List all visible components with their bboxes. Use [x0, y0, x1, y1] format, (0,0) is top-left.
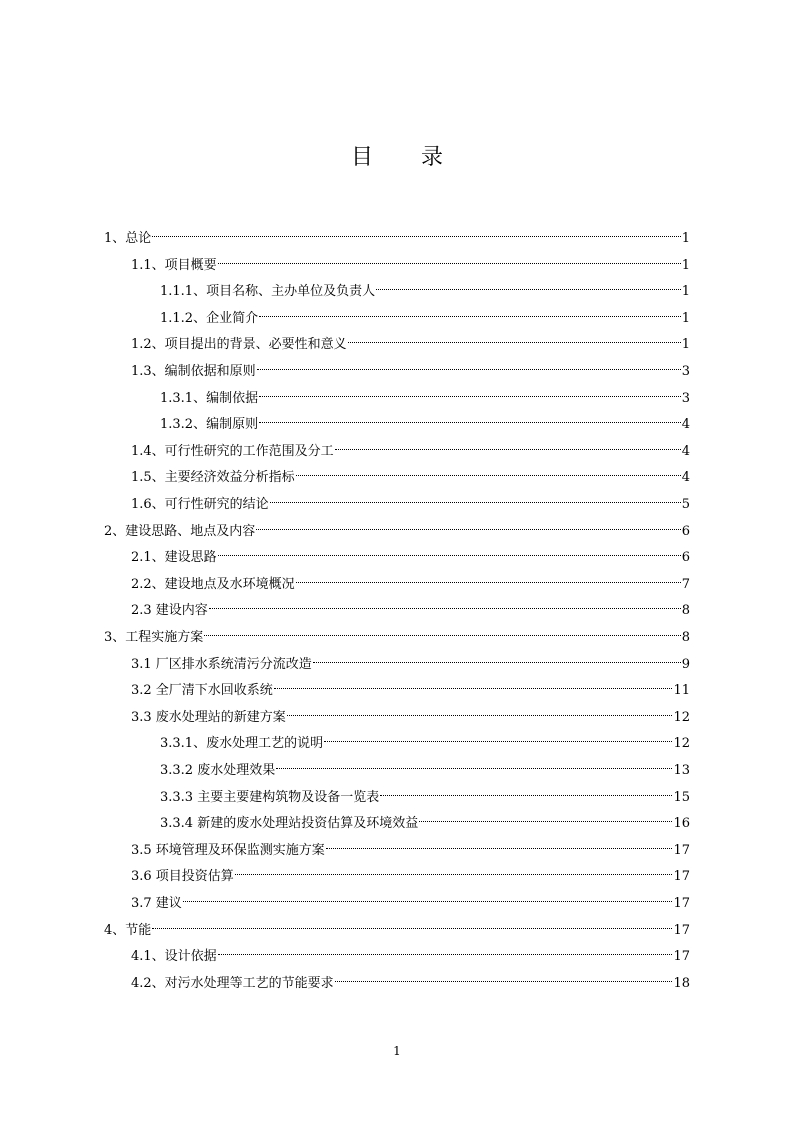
- toc-entry-page: 4: [681, 417, 690, 433]
- toc-title: [0, 140, 794, 171]
- toc-entry-label: 1.1.2、企业简介: [160, 310, 259, 326]
- toc-entry-label: 2、建设思路、地点及内容: [104, 523, 256, 539]
- toc-leader-dots: [380, 781, 672, 801]
- toc-entry[interactable]: [131, 940, 690, 965]
- toc-entry-page: 13: [673, 763, 690, 778]
- toc-entry-page: 11: [673, 683, 690, 699]
- toc-entry[interactable]: [131, 594, 690, 619]
- toc-entry-page: 6: [681, 523, 690, 539]
- toc-entry-page: 5: [681, 497, 690, 512]
- toc-entry-label: 1、总论: [104, 231, 152, 246]
- toc-entry[interactable]: [131, 674, 690, 699]
- toc-entry-page: 1: [681, 337, 690, 353]
- toc-entry[interactable]: [104, 515, 690, 539]
- toc-entry[interactable]: [131, 648, 690, 672]
- toc-entry[interactable]: [131, 568, 690, 592]
- toc-entry-page: 18: [673, 975, 690, 991]
- toc-leader-dots: [270, 488, 681, 508]
- toc-entry-label: 3.3.2 废水处理效果: [160, 763, 276, 778]
- toc-entry[interactable]: [104, 914, 690, 938]
- toc-entry-label: 3.2 全厂清下水回收系统: [131, 683, 273, 699]
- toc-entry-page: 17: [673, 896, 690, 911]
- toc-leader-dots: [274, 674, 673, 694]
- toc-entry[interactable]: [131, 435, 690, 459]
- toc-entry-page: 17: [673, 869, 690, 885]
- toc-entry-page: 12: [673, 709, 690, 725]
- toc-entry-label: 1.1.1、项目名称、主办单位及负责人: [160, 284, 376, 300]
- toc-leader-dots: [259, 302, 681, 322]
- toc-entry-label: 1.3.2、编制原则: [160, 417, 259, 433]
- toc-entry-page: 1: [681, 231, 690, 246]
- toc-entry-label: 3、工程实施方案: [104, 630, 204, 645]
- toc-entry-label: 1.6、可行性研究的结论: [131, 497, 269, 512]
- toc-entry[interactable]: [160, 754, 690, 778]
- toc-entry-page: 17: [673, 922, 690, 938]
- toc-entry-page: 16: [673, 816, 690, 832]
- toc-leader-dots: [204, 621, 680, 641]
- toc-entry[interactable]: [131, 887, 690, 911]
- toc-entry-label: 2.3 建设内容: [131, 603, 208, 619]
- toc-entry-label: 3.1 厂区排水系统清污分流改造: [131, 656, 312, 672]
- toc-entry-page: 17: [673, 949, 690, 965]
- toc-entry-page: 7: [681, 576, 690, 592]
- toc-entry-label: 4.2、对污水处理等工艺的节能要求: [131, 975, 334, 991]
- toc-entry-page: 1: [681, 310, 690, 326]
- toc-leader-dots: [218, 541, 681, 561]
- toc-leader-dots: [257, 355, 681, 375]
- toc-entry-page: 4: [681, 470, 690, 486]
- toc-entry-label: 1.2、项目提出的背景、必要性和意义: [131, 337, 347, 353]
- toc-entry-page: 8: [681, 630, 690, 645]
- toc-entry-label: 1.5、主要经济效益分析指标: [131, 470, 295, 486]
- toc-entry-label: 1.3.1、编制依据: [160, 390, 259, 406]
- toc-entry[interactable]: [131, 967, 690, 991]
- toc-leader-dots: [152, 914, 672, 934]
- toc-leader-dots: [209, 594, 681, 614]
- toc-leader-dots: [296, 461, 681, 481]
- toc-leader-dots: [183, 887, 673, 907]
- toc-entry[interactable]: [160, 781, 690, 805]
- toc-leader-dots: [313, 648, 681, 668]
- toc-entry-label: 3.3 废水处理站的新建方案: [131, 709, 286, 725]
- toc-entry[interactable]: [131, 701, 690, 725]
- toc-leader-dots: [259, 382, 681, 402]
- toc-entry[interactable]: [131, 860, 690, 885]
- toc-leader-dots: [376, 275, 681, 295]
- toc-entry-label: 3.3.1、废水处理工艺的说明: [160, 736, 324, 752]
- toc-leader-dots: [276, 754, 672, 774]
- toc-entry[interactable]: [160, 408, 690, 433]
- toc-entry-page: 9: [681, 656, 690, 672]
- toc-entry[interactable]: [131, 328, 690, 353]
- toc-entry-page: 8: [681, 603, 690, 619]
- toc-leader-dots: [324, 727, 672, 747]
- toc-entry-page: 17: [673, 842, 690, 858]
- toc-entry-page: 12: [673, 736, 690, 752]
- toc-title-part1: 目: [350, 145, 373, 170]
- toc-leader-dots: [218, 249, 681, 269]
- toc-entry-page: 6: [681, 550, 690, 566]
- toc-entry[interactable]: [131, 355, 690, 379]
- toc-entry[interactable]: [131, 488, 690, 512]
- toc-entry[interactable]: [131, 541, 690, 566]
- toc-leader-dots: [335, 967, 673, 987]
- toc-entry-label: 3.3.3 主要主要建构筑物及设备一览表: [160, 789, 380, 805]
- toc-entry[interactable]: [160, 727, 690, 752]
- toc-leader-dots: [218, 940, 673, 960]
- toc-entry-label: 1.1、项目概要: [131, 257, 217, 273]
- toc-leader-dots: [348, 328, 681, 348]
- toc-entry-page: 1: [681, 284, 690, 300]
- toc-entry-page: 3: [681, 364, 690, 379]
- toc-entry[interactable]: [104, 621, 690, 645]
- toc-leader-dots: [235, 860, 673, 880]
- toc-entry-label: 3.5 环境管理及环保监测实施方案: [131, 842, 325, 858]
- toc-title-part2: 录: [421, 145, 444, 170]
- toc-entry-label: 4、节能: [104, 922, 152, 938]
- toc-leader-dots: [256, 515, 680, 535]
- toc-entry-page: 4: [681, 443, 690, 459]
- toc-entry-label: 3.3.4 新建的废水处理站投资估算及环境效益: [160, 816, 419, 832]
- toc-entry[interactable]: [104, 222, 690, 246]
- page-number: 1: [393, 1044, 401, 1058]
- toc-entry-label: 1.3、编制依据和原则: [131, 364, 256, 379]
- toc-entry-label: 3.6 项目投资估算: [131, 869, 234, 885]
- toc-leader-dots: [419, 807, 672, 827]
- toc-entry-label: 2.2、建设地点及水环境概况: [131, 576, 295, 592]
- toc-leader-dots: [296, 568, 681, 588]
- toc-leader-dots: [335, 435, 681, 455]
- toc-entry[interactable]: [131, 834, 690, 858]
- toc-entry[interactable]: [160, 275, 690, 300]
- toc-entry-label: 4.1、设计依据: [131, 949, 217, 965]
- toc-entry-label: 1.4、可行性研究的工作范围及分工: [131, 443, 334, 459]
- toc-leader-dots: [287, 701, 673, 721]
- toc-leader-dots: [259, 408, 681, 428]
- toc-entry[interactable]: [160, 382, 690, 406]
- toc-entry[interactable]: [131, 461, 690, 486]
- toc-entry[interactable]: [160, 302, 690, 326]
- toc-entry-label: 3.7 建议: [131, 896, 182, 911]
- toc-entry-page: 1: [681, 257, 690, 273]
- toc-leader-dots: [152, 222, 680, 242]
- toc-entry-page: 15: [673, 789, 690, 805]
- toc-entry-label: 2.1、建设思路: [131, 550, 217, 566]
- toc-entry[interactable]: [131, 249, 690, 273]
- toc-entry-page: 3: [681, 390, 690, 406]
- toc-leader-dots: [326, 834, 673, 854]
- toc-entry[interactable]: [160, 807, 690, 832]
